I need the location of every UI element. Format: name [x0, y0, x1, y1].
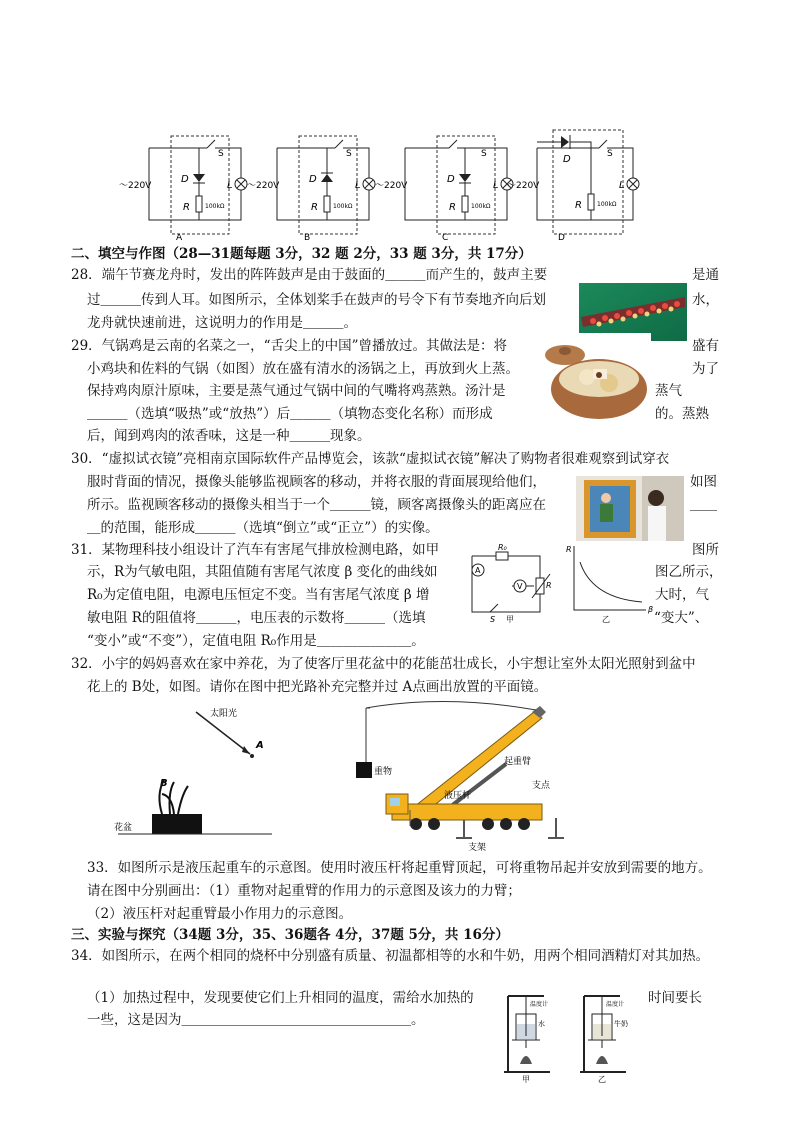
- q30-line-3-tail: ＿＿: [690, 497, 717, 513]
- q29-line-4-tail: 的。蒸熟: [655, 406, 709, 422]
- q34-line-2: （1）加热过程中，发现要使它们上升相同的温度，需给水加热的: [87, 990, 474, 1006]
- fig34-yi-therm: 温度计: [606, 1001, 625, 1008]
- circuit-a-letter: A: [176, 233, 183, 242]
- q28-line-1-tail: 是通: [692, 267, 719, 283]
- circuit-d-letter: D: [558, 233, 565, 242]
- q32-line-2: 花上的 B处，如图。请你在图中把光路补充完整并过 A点画出放置的平面镜。: [87, 679, 548, 695]
- circuit-b-supply: ～220V: [247, 181, 280, 191]
- circuit-b-s: S: [346, 149, 352, 159]
- q31-line-2-tail: 图乙所示，: [655, 564, 723, 580]
- q31-line-1-tail: 图所: [692, 542, 719, 558]
- circuit-c-d: D: [447, 174, 455, 185]
- q33-line-2: 请在图中分别画出：（1）重物对起重臂的作用力的示意图及该力的力臂；: [87, 883, 521, 899]
- circuit-d-s: S: [607, 149, 613, 159]
- circuit-a-d: D: [181, 174, 189, 185]
- q29-line-2-tail: 为了: [692, 361, 719, 377]
- q32-line-1: 32．小宇的妈妈喜欢在家中养花，为了使客厅里花盆中的花能茁壮成长，小宇想让室外太阳光照射到盆中: [71, 656, 696, 672]
- heating-experiment-figure: [500, 992, 650, 1086]
- setup-yi: [580, 996, 628, 1084]
- q34-line-1: 34．如图所示，在两个相同的烧杯中分别盛有质量、初温都相等的水和牛奶，用两个相同酒精灯对其加热。: [71, 948, 710, 964]
- q30-line-2: 服时背面的情况，摄像头能够监视顾客的移动，并将衣服的背面展现给他们，: [87, 474, 546, 490]
- setup-jia: [504, 996, 550, 1084]
- circuit-c-supply: ～220V: [375, 181, 408, 191]
- q30-line-4: ＿的范围，能形成＿＿＿（选填“倒立”或“正立”）的实像。: [87, 520, 439, 536]
- q34-line-2-tail: 时间要长: [648, 990, 702, 1006]
- q31-line-5: “变小”或“不变”），定值电阻 R₀作用是＿＿＿＿＿＿＿。: [87, 633, 425, 649]
- circuit-c-s: S: [481, 149, 487, 159]
- circuit-d-r: R: [575, 200, 582, 211]
- circuit-d-l: L: [619, 180, 625, 191]
- gas-sensor-figure: [462, 542, 658, 626]
- q29-line-3-tail: 蒸气: [655, 383, 682, 399]
- q29-line-1: 29．气锅鸡是云南的名菜之一，“舌尖上的中国”曾播放过。其做法是：将: [71, 338, 507, 354]
- circuit-d-d: D: [563, 154, 571, 165]
- q29-line-4: ＿＿＿（选填“吸热”或“放热”）后＿＿＿（填物态变化名称）而形成: [87, 406, 493, 422]
- circuit-b-l: L: [355, 180, 361, 191]
- circuit-a-s: S: [218, 149, 224, 159]
- circuit-b: [247, 136, 375, 242]
- q28-line-2-tail: 水，: [692, 292, 719, 308]
- q29-line-3: 保持鸡肉原汁原味，主要是蒸气通过气锅中间的气嘴将鸡蒸熟。汤汁是: [87, 383, 506, 399]
- circuit-c-res: 100kΩ: [471, 203, 491, 210]
- circuit-b-res: 100kΩ: [333, 203, 353, 210]
- circuit-c-l: L: [493, 180, 499, 191]
- fig34-milk: 牛奶: [614, 1020, 628, 1028]
- q30-line-1: 30．“虚拟试衣镜”亮相南京国际软件产品博览会，该款“虚拟试衣镜”解决了购物者很难观察到试穿衣: [71, 451, 670, 467]
- circuit-d-supply: ～220V: [507, 181, 540, 191]
- crane-cyl-label: 液压杆: [444, 791, 472, 801]
- circuit-d: [507, 130, 639, 242]
- q31-line-3: R₀为定值电阻，电源电压恒定不变。当有害尾气浓度 β 增: [87, 587, 430, 603]
- q28-line-1: 28．端午节赛龙舟时，发出的阵阵鼓声是由于鼓面的＿＿＿而产生的，鼓声主要: [71, 267, 548, 283]
- q30-line-2-tail: 如图: [690, 474, 717, 490]
- section-3-heading: 三、实验与探究（34题 3分，35、36题各 4分，37题 5分，共 16分）: [71, 927, 509, 943]
- q29-line-5: 后，闻到鸡肉的浓香味，这是一种＿＿＿现象。: [87, 428, 371, 444]
- fig31-ammeter: A: [475, 566, 481, 575]
- section-2-heading: 二、填空与作图（28—31题每题 3分，32 题 2分，33 题 3分，共 17分）: [71, 246, 532, 262]
- q34-line-3: 一些，这是因为＿＿＿＿＿＿＿＿＿＿＿＿＿＿＿＿＿。: [87, 1012, 425, 1028]
- circuit-b-r: R: [311, 202, 318, 213]
- q30-line-3: 所示。监视顾客移动的摄像头相当于一个＿＿＿镜，顾客离摄像头的距离应在: [87, 497, 546, 513]
- crane-boom-label: 起重臂: [504, 757, 532, 767]
- circuit-a-supply: ～220V: [119, 181, 152, 191]
- fig31-r0: R₀: [498, 543, 507, 552]
- crane-frame-label: 支架: [468, 843, 487, 853]
- fig34-yi: 乙: [598, 1075, 606, 1084]
- circuit-a-r: R: [183, 202, 190, 213]
- fig32-a: A: [256, 740, 264, 751]
- fig31-s: S: [490, 615, 496, 624]
- circuit-options-figure: [115, 126, 655, 242]
- fig34-water: 水: [538, 1020, 545, 1028]
- q29-line-1-tail: 盛有: [692, 338, 719, 354]
- q29-line-2: 小鸡块和佐料的气锅（如图）放在盛有清水的汤锅之上，再放到火上蒸。: [87, 361, 519, 377]
- circuit-c-r: R: [449, 202, 456, 213]
- steam-pot-photo: [543, 333, 651, 423]
- q33-line-1: 33．如图所示是液压起重车的示意图。使用时液压杆将起重臂顶起，可将重物吊起并安放到需要的地方。: [87, 860, 712, 876]
- q31-line-2: 示，R为气敏电阻，其阻值随有害尾气浓度 β 变化的曲线如: [87, 564, 438, 580]
- circuit-c: [375, 136, 513, 242]
- crane-weight-label: 重物: [374, 767, 393, 777]
- fig32-b: B: [160, 778, 168, 789]
- mirror-problem-figure: [112, 702, 272, 842]
- fig31-voltmeter: V: [517, 582, 523, 591]
- circuit-b-d: D: [309, 174, 317, 185]
- q31-line-3-tail: 大时，气: [655, 587, 709, 603]
- virtual-mirror-photo: [576, 476, 684, 541]
- circuit-a: [119, 136, 247, 242]
- q28-line-3: 龙舟就快速前进，这说明力的作用是＿＿＿。: [87, 315, 357, 331]
- crane-pivot-label: 支点: [532, 781, 551, 791]
- circuit-d-res: 100kΩ: [597, 201, 617, 208]
- fig31-yi: 乙: [602, 615, 610, 624]
- q31-line-4: 敏电阻 R的阻值将＿＿＿，电压表的示数将＿＿＿（选填: [87, 610, 426, 626]
- circuit-c-letter: C: [442, 233, 449, 242]
- q33-line-3: （2）液压杆对起重臂最小作用力的示意图。: [87, 906, 353, 922]
- crane-figure: [346, 698, 576, 856]
- circuit-a-l: L: [227, 180, 233, 191]
- q31-line-4-tail: “变大”、: [654, 610, 709, 626]
- fig34-jia: 甲: [522, 1075, 530, 1084]
- circuit-b-letter: B: [304, 233, 311, 242]
- circuit-a-res: 100kΩ: [205, 203, 225, 210]
- fig31-axis-beta: β: [648, 605, 654, 614]
- fig31-jia: 甲: [506, 615, 514, 624]
- fig34-jia-therm: 温度计: [530, 1001, 549, 1008]
- fig31-axis-r: R: [566, 545, 572, 554]
- fig32-sun: 太阳光: [210, 709, 238, 719]
- fig32-pot: 花盆: [114, 823, 133, 833]
- q31-line-1: 31．某物理科技小组设计了汽车有害尾气排放检测电路，如甲: [71, 542, 440, 558]
- q28-line-2: 过＿＿＿传到人耳。如图所示，全体划桨手在鼓声的号令下有节奏地齐向后划: [87, 292, 546, 308]
- fig31-r: R: [546, 581, 552, 590]
